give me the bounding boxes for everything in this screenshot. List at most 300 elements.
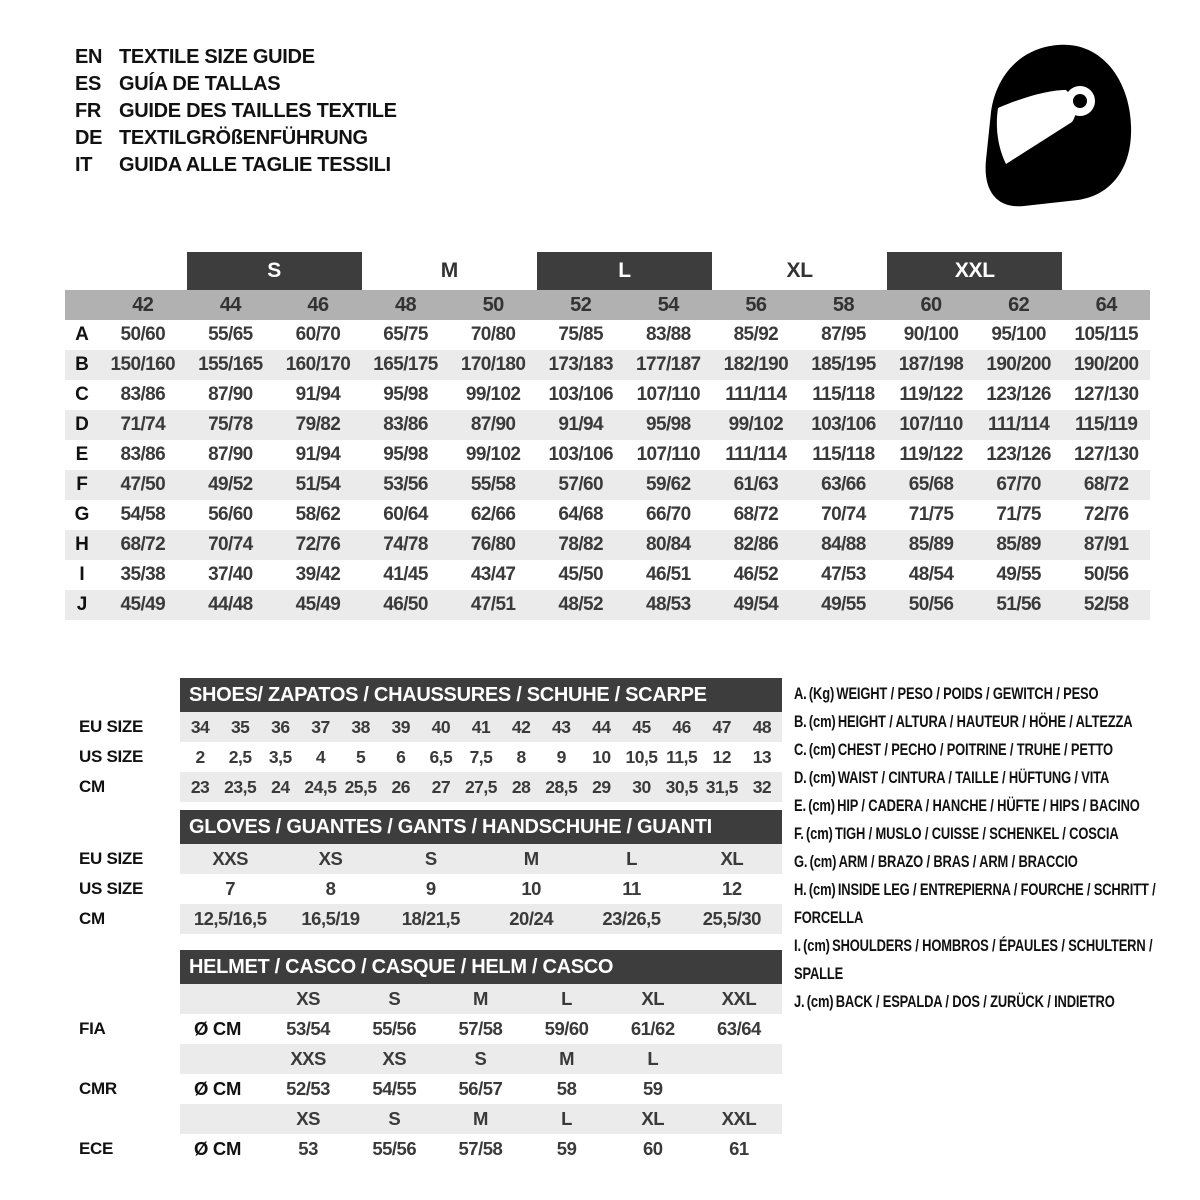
table-cell: 46/50 <box>383 594 428 615</box>
size-group-header <box>65 252 1150 290</box>
table-cell: 58/62 <box>295 504 341 525</box>
table-cell: 43/47 <box>470 564 516 585</box>
helmet-size-cell: M <box>472 988 488 1009</box>
table-cell: 42 <box>511 716 531 737</box>
table-cell: 99/102 <box>728 414 784 435</box>
table-cell: 54/58 <box>120 504 166 525</box>
column-header-cell: 46 <box>307 293 329 316</box>
table-cell: 115/118 <box>812 384 875 405</box>
table-cell: 63/66 <box>821 474 866 495</box>
legend-unit: (cm) <box>808 880 836 899</box>
language-code: DE <box>75 127 103 149</box>
table-row <box>65 530 1150 560</box>
table-cell: 107/110 <box>899 414 963 435</box>
table-cell: 31,5 <box>705 776 738 797</box>
table-cell: 90/100 <box>903 324 959 345</box>
table-cell: 38 <box>351 716 370 737</box>
table-cell: 190/200 <box>986 354 1051 375</box>
legend-unit: (cm) <box>803 936 830 955</box>
language-row <box>75 152 397 179</box>
gloves-title-bar: GLOVES / GUANTES / GANTS / HANDSCHUHE / GUANTI <box>180 810 782 844</box>
table-cell: 43 <box>552 716 571 737</box>
racing-helmet-icon <box>978 40 1138 221</box>
table-cell: 45/50 <box>558 564 603 585</box>
legend-key: C. <box>794 740 807 759</box>
table-cell: 37/40 <box>208 564 253 585</box>
column-header-cell: 52 <box>570 293 592 316</box>
table-cell: 62/66 <box>470 504 516 525</box>
legend-item <box>794 736 1163 764</box>
size-group-l: L <box>537 252 712 290</box>
textile-size-table <box>65 252 1150 620</box>
table-cell: 115/118 <box>812 444 875 465</box>
legend-key: J. <box>794 992 805 1011</box>
table-cell: 60/64 <box>383 504 428 525</box>
helmet-value-cell: 54/55 <box>372 1078 417 1099</box>
legend-unit: (cm) <box>808 768 836 787</box>
helmet-size-cell: XL <box>641 1108 665 1129</box>
table-row <box>65 380 1150 410</box>
table-cell: 84/88 <box>821 534 866 555</box>
table-cell: 119/122 <box>899 444 963 465</box>
table-cell: 127/130 <box>1073 384 1139 405</box>
table-cell: 87/90 <box>208 444 253 465</box>
table-cell: 7,5 <box>469 746 493 767</box>
helmet-value-cell: 59/60 <box>544 1018 589 1039</box>
legend-unit: (cm) <box>809 852 837 871</box>
table-row <box>65 904 782 934</box>
helmet-value-cell: 57/58 <box>458 1018 503 1039</box>
table-cell: 32 <box>752 776 772 797</box>
helmet-size-cell: XS <box>296 1108 320 1129</box>
legend-unit: (Kg) <box>808 684 835 703</box>
helmet-value-row <box>65 1014 782 1044</box>
column-header-cell: 64 <box>1095 293 1117 316</box>
table-cell: 61/63 <box>733 474 779 495</box>
helmet-value-cell: 52/53 <box>286 1078 330 1099</box>
table-cell: 75/85 <box>558 324 603 345</box>
table-cell: 55/58 <box>470 474 516 495</box>
helmet-sizes-row <box>65 1104 782 1134</box>
size-row-label: EU SIZE <box>79 717 144 736</box>
language-label: GUÍA DE TALLAS <box>119 73 281 95</box>
table-cell: 83/88 <box>646 324 691 345</box>
legend-item <box>794 848 1163 876</box>
table-cell: 60/70 <box>295 324 341 345</box>
table-cell: 13 <box>752 746 772 767</box>
table-cell: L <box>626 848 637 869</box>
table-cell: 51/56 <box>996 594 1041 615</box>
table-cell: 12,5/16,5 <box>193 908 267 929</box>
helmet-size-cell: XL <box>641 988 665 1009</box>
table-row <box>65 844 782 874</box>
helmet-size-cell: XXS <box>290 1048 326 1069</box>
helmet-standard-label: FIA <box>79 1019 106 1038</box>
table-cell: 65/68 <box>908 474 954 495</box>
table-cell: 41/45 <box>383 564 428 585</box>
legend-key: H. <box>794 880 807 899</box>
legend-text: HEIGHT / ALTURA / HAUTEUR / HÖHE / ALTEZZA <box>837 712 1133 731</box>
table-cell: 10 <box>592 746 611 767</box>
table-cell: 111/114 <box>725 384 787 405</box>
table-cell: 177/187 <box>636 354 701 375</box>
helmet-size-cell: XXL <box>721 988 757 1009</box>
helmet-size-cell <box>696 1044 782 1074</box>
table-row <box>65 500 1150 530</box>
helmet-size-cell: S <box>388 1108 401 1129</box>
table-cell: 65/75 <box>383 324 428 345</box>
table-cell: 103/106 <box>548 444 613 465</box>
table-cell: 35/38 <box>120 564 166 585</box>
table-cell: 123/126 <box>986 444 1051 465</box>
legend-item <box>794 792 1163 820</box>
table-cell: 115/119 <box>1075 414 1138 435</box>
legend-unit: (cm) <box>806 824 833 843</box>
table-cell: 85/89 <box>996 534 1041 555</box>
column-header-cell: 56 <box>745 293 767 316</box>
table-cell: 36 <box>271 716 290 737</box>
table-cell: S <box>424 848 437 869</box>
helmet-size-cell: M <box>559 1048 575 1069</box>
table-cell: 27 <box>431 776 451 797</box>
language-row <box>75 125 397 152</box>
table-cell: 75/78 <box>208 414 253 435</box>
table-cell: 87/91 <box>1083 534 1129 555</box>
table-cell: 4 <box>315 746 326 767</box>
table-cell: 78/82 <box>558 534 603 555</box>
table-cell: 5 <box>355 746 366 767</box>
table-cell: 23 <box>190 776 210 797</box>
table-cell: 119/122 <box>899 384 963 405</box>
row-key: A <box>75 324 89 345</box>
table-cell: 170/180 <box>460 354 526 375</box>
table-cell: M <box>523 848 539 869</box>
table-cell: 11 <box>622 878 641 899</box>
shoes-table <box>65 678 782 802</box>
table-cell: 23/26,5 <box>602 908 661 929</box>
table-cell: 103/106 <box>548 384 613 405</box>
helmet-size-cell: S <box>474 1048 487 1069</box>
table-cell: 70/80 <box>470 324 516 345</box>
table-cell: 28,5 <box>545 776 578 797</box>
table-cell: 87/95 <box>821 324 866 345</box>
table-cell: 47/51 <box>470 594 516 615</box>
table-cell: 39 <box>391 716 410 737</box>
table-cell: 8 <box>325 878 336 899</box>
helmet-value-cell: 60 <box>642 1138 663 1159</box>
table-cell: 53/56 <box>383 474 428 495</box>
size-group-m: M <box>440 259 458 282</box>
table-cell: 24 <box>271 776 290 797</box>
helmet-size-cell: XS <box>382 1048 407 1069</box>
size-group-xxl: XXL <box>887 252 1062 290</box>
table-cell: 59/62 <box>646 474 691 495</box>
helmet-sizes-row <box>65 984 782 1014</box>
helmet-value-cell: 53/54 <box>286 1018 330 1039</box>
helmet-size-cell: L <box>561 988 572 1009</box>
table-cell: 40 <box>431 716 451 737</box>
table-cell: 45 <box>632 716 651 737</box>
language-code: FR <box>75 100 102 122</box>
column-header-cell: 54 <box>657 293 679 316</box>
table-cell: 71/75 <box>908 504 954 525</box>
table-row <box>65 470 1150 500</box>
table-cell: 46 <box>672 716 691 737</box>
table-row <box>65 560 1150 590</box>
table-cell: 71/75 <box>996 504 1041 525</box>
table-cell: 64/68 <box>558 504 603 525</box>
table-cell: 11,5 <box>666 746 698 767</box>
table-cell: 8 <box>516 746 526 767</box>
table-cell: 48/52 <box>558 594 603 615</box>
helmet-table <box>65 950 782 1164</box>
row-key: B <box>75 354 89 375</box>
helmet-value-cell: 61/62 <box>630 1018 675 1039</box>
table-cell: 83/86 <box>383 414 428 435</box>
table-cell: 111/114 <box>725 444 787 465</box>
row-key: E <box>75 444 89 465</box>
table-row <box>65 350 1150 380</box>
legend-unit: (cm) <box>806 992 834 1011</box>
table-cell: 79/82 <box>295 414 341 435</box>
helmet-value-row <box>65 1134 782 1164</box>
table-cell: 173/183 <box>548 354 613 375</box>
legend-text: INSIDE LEG / ENTREPIERNA / FOURCHE / SCHRITT / FORCELLA <box>794 880 1156 927</box>
table-cell: 26 <box>391 776 410 797</box>
size-columns-row <box>65 290 1150 320</box>
table-cell: 107/110 <box>636 384 700 405</box>
table-cell: 48 <box>752 716 772 737</box>
diameter-unit-label: Ø CM <box>194 1138 242 1159</box>
table-cell: 50/56 <box>908 594 954 615</box>
size-row-label: CM <box>79 909 105 928</box>
table-row <box>65 742 782 772</box>
table-cell: 165/175 <box>373 354 438 375</box>
legend-text: WAIST / CINTURA / TAILLE / HÜFTUNG / VITA <box>837 768 1110 787</box>
table-cell: 68/72 <box>733 504 779 525</box>
table-cell: 95/98 <box>646 414 691 435</box>
table-cell: 95/98 <box>383 384 428 405</box>
language-row <box>75 44 397 71</box>
table-cell: 70/74 <box>208 534 253 555</box>
table-cell: 74/78 <box>383 534 428 555</box>
row-key: H <box>75 534 89 555</box>
language-code: EN <box>75 46 103 68</box>
gloves-table <box>65 810 782 934</box>
helmet-value-cell: 56/57 <box>458 1078 503 1099</box>
table-cell: 12 <box>722 878 742 899</box>
table-cell: XXS <box>212 848 248 869</box>
language-row <box>75 98 397 125</box>
size-row-label: EU SIZE <box>79 849 144 868</box>
header-section <box>0 0 1200 214</box>
table-cell: 103/106 <box>811 414 876 435</box>
size-group-xl: XL <box>786 259 813 282</box>
language-list <box>75 38 397 179</box>
legend-text: BACK / ESPALDA / DOS / ZURÜCK / INDIETRO <box>835 992 1115 1011</box>
helmet-value-cell: 57/58 <box>458 1138 503 1159</box>
table-cell: 9 <box>556 746 566 767</box>
table-cell: 68/72 <box>120 534 166 555</box>
table-cell: 47/50 <box>120 474 166 495</box>
table-cell: 160/170 <box>285 354 351 375</box>
accessory-tables <box>65 678 782 1164</box>
legend-text: CHEST / PECHO / POITRINE / TRUHE / PETTO <box>837 740 1113 759</box>
table-cell: 105/115 <box>1074 324 1138 345</box>
table-cell: 155/165 <box>198 354 263 375</box>
table-cell: 56/60 <box>208 504 253 525</box>
table-cell: 95/100 <box>991 324 1046 345</box>
table-cell: 87/90 <box>208 384 253 405</box>
table-row <box>65 712 782 742</box>
diameter-unit-label: Ø CM <box>194 1078 242 1099</box>
table-cell: 48/53 <box>646 594 691 615</box>
helmet-value-cell: 55/56 <box>372 1138 417 1159</box>
helmet-sizes-row <box>65 1044 782 1074</box>
table-cell: XL <box>720 848 744 869</box>
table-cell: 150/160 <box>110 354 176 375</box>
table-cell: 44 <box>592 716 611 737</box>
table-cell: 91/94 <box>295 444 341 465</box>
table-cell: 24,5 <box>304 776 337 797</box>
table-cell: 80/84 <box>646 534 691 555</box>
table-cell: 87/90 <box>470 414 516 435</box>
row-key: F <box>76 474 88 495</box>
table-cell: 39/42 <box>295 564 341 585</box>
table-cell: 76/80 <box>470 534 516 555</box>
measurement-legend <box>794 678 1163 1164</box>
helmet-size-cell: XXL <box>721 1108 757 1129</box>
helmet-value-row <box>65 1074 782 1104</box>
table-cell: 83/86 <box>120 444 166 465</box>
table-cell: 23,5 <box>224 776 257 797</box>
table-cell: 95/98 <box>383 444 428 465</box>
legend-text: SHOULDERS / HOMBROS / ÉPAULES / SCHULTERN / SPALLE <box>794 936 1153 983</box>
table-cell: 127/130 <box>1073 444 1139 465</box>
table-cell: 49/55 <box>996 564 1041 585</box>
legend-item <box>794 764 1163 792</box>
table-cell: 48/54 <box>908 564 954 585</box>
table-cell: 6,5 <box>429 746 453 767</box>
table-cell: 182/190 <box>723 354 789 375</box>
table-cell: 44/48 <box>208 594 253 615</box>
table-cell: 187/198 <box>898 354 964 375</box>
table-cell: 99/102 <box>465 384 521 405</box>
table-row <box>65 410 1150 440</box>
language-label: GUIDE DES TAILLES TEXTILE <box>119 100 397 122</box>
table-cell: 46/51 <box>646 564 691 585</box>
table-cell: 67/70 <box>996 474 1041 495</box>
table-cell: 72/76 <box>295 534 341 555</box>
table-cell: 2 <box>195 746 205 767</box>
table-cell: 30,5 <box>665 776 698 797</box>
table-cell: 3,5 <box>268 746 292 767</box>
column-header-cell: 58 <box>832 293 854 316</box>
column-header-cell: 50 <box>482 293 504 316</box>
language-label: TEXTILE SIZE GUIDE <box>119 46 315 68</box>
table-cell: 190/200 <box>1073 354 1139 375</box>
legend-item <box>794 876 1163 932</box>
legend-key: B. <box>794 712 807 731</box>
table-cell: 6 <box>396 746 406 767</box>
table-cell: 9 <box>425 878 436 899</box>
table-cell: 68/72 <box>1083 474 1129 495</box>
helmet-value-cell: 58 <box>556 1078 577 1099</box>
helmet-size-cell: S <box>388 988 401 1009</box>
legend-key: F. <box>794 824 804 843</box>
table-cell: 85/92 <box>733 324 779 345</box>
legend-text: TIGH / MUSLO / CUISSE / SCHENKEL / COSCIA <box>834 824 1119 843</box>
row-key: J <box>76 594 88 615</box>
helmet-size-cell: M <box>472 1108 488 1129</box>
column-header-cell: 60 <box>920 293 942 316</box>
table-cell: 50/60 <box>120 324 166 345</box>
legend-item <box>794 820 1163 848</box>
table-cell: 29 <box>592 776 611 797</box>
table-cell: 7 <box>225 878 236 899</box>
row-key: C <box>75 384 89 405</box>
table-cell: 35 <box>230 716 250 737</box>
row-key: I <box>79 564 85 585</box>
table-cell: 123/126 <box>986 384 1051 405</box>
table-cell: 30 <box>632 776 651 797</box>
size-row-label: US SIZE <box>79 747 144 766</box>
size-row-label: US SIZE <box>79 879 144 898</box>
table-cell: 34 <box>190 716 210 737</box>
legend-key: A. <box>794 684 807 703</box>
legend-unit: (cm) <box>808 796 835 815</box>
shoes-title-bar: SHOES/ ZAPATOS / CHAUSSURES / SCHUHE / SCARPE <box>180 678 782 712</box>
table-row <box>65 772 782 802</box>
table-cell: 41 <box>471 716 491 737</box>
table-cell: 91/94 <box>295 384 341 405</box>
table-cell: 52/58 <box>1083 594 1129 615</box>
corner-spacer <box>65 290 99 320</box>
table-cell: 111/114 <box>987 414 1050 435</box>
table-cell: 55/65 <box>208 324 253 345</box>
language-code: IT <box>75 154 93 176</box>
language-row <box>75 71 397 98</box>
table-cell: 37 <box>311 716 330 737</box>
table-cell: 50/56 <box>1083 564 1129 585</box>
column-header-cell: 62 <box>1008 293 1030 316</box>
table-cell: 66/70 <box>646 504 691 525</box>
helmet-value-cell: 63/64 <box>717 1018 761 1039</box>
table-cell: 20/24 <box>509 908 554 929</box>
legend-item <box>794 680 1163 708</box>
legend-item <box>794 932 1163 988</box>
table-cell: 10 <box>521 878 541 899</box>
helmet-size-cell: XS <box>296 988 320 1009</box>
table-cell: 46/52 <box>733 564 779 585</box>
table-cell: 27,5 <box>464 776 498 797</box>
language-label: TEXTILGRÖßENFÜHRUNG <box>119 127 368 149</box>
table-row <box>65 440 1150 470</box>
size-group-s: S <box>187 252 362 290</box>
table-cell: 25,5/30 <box>702 908 761 929</box>
legend-text: ARM / BRAZO / BRAS / ARM / BRACCIO <box>838 852 1078 871</box>
helmet-size-cell: L <box>561 1108 572 1129</box>
legend-key: E. <box>794 796 806 815</box>
helmet-size-cell: L <box>647 1048 659 1069</box>
table-cell: 49/52 <box>208 474 253 495</box>
table-cell: 85/89 <box>908 534 954 555</box>
table-cell: 18/21,5 <box>401 908 460 929</box>
table-cell: 51/54 <box>295 474 341 495</box>
table-row <box>65 590 1150 620</box>
legend-text: WEIGHT / PESO / POIDS / GEWITCH / PESO <box>836 684 1099 703</box>
language-label: GUIDA ALLE TAGLIE TESSILI <box>119 154 391 176</box>
